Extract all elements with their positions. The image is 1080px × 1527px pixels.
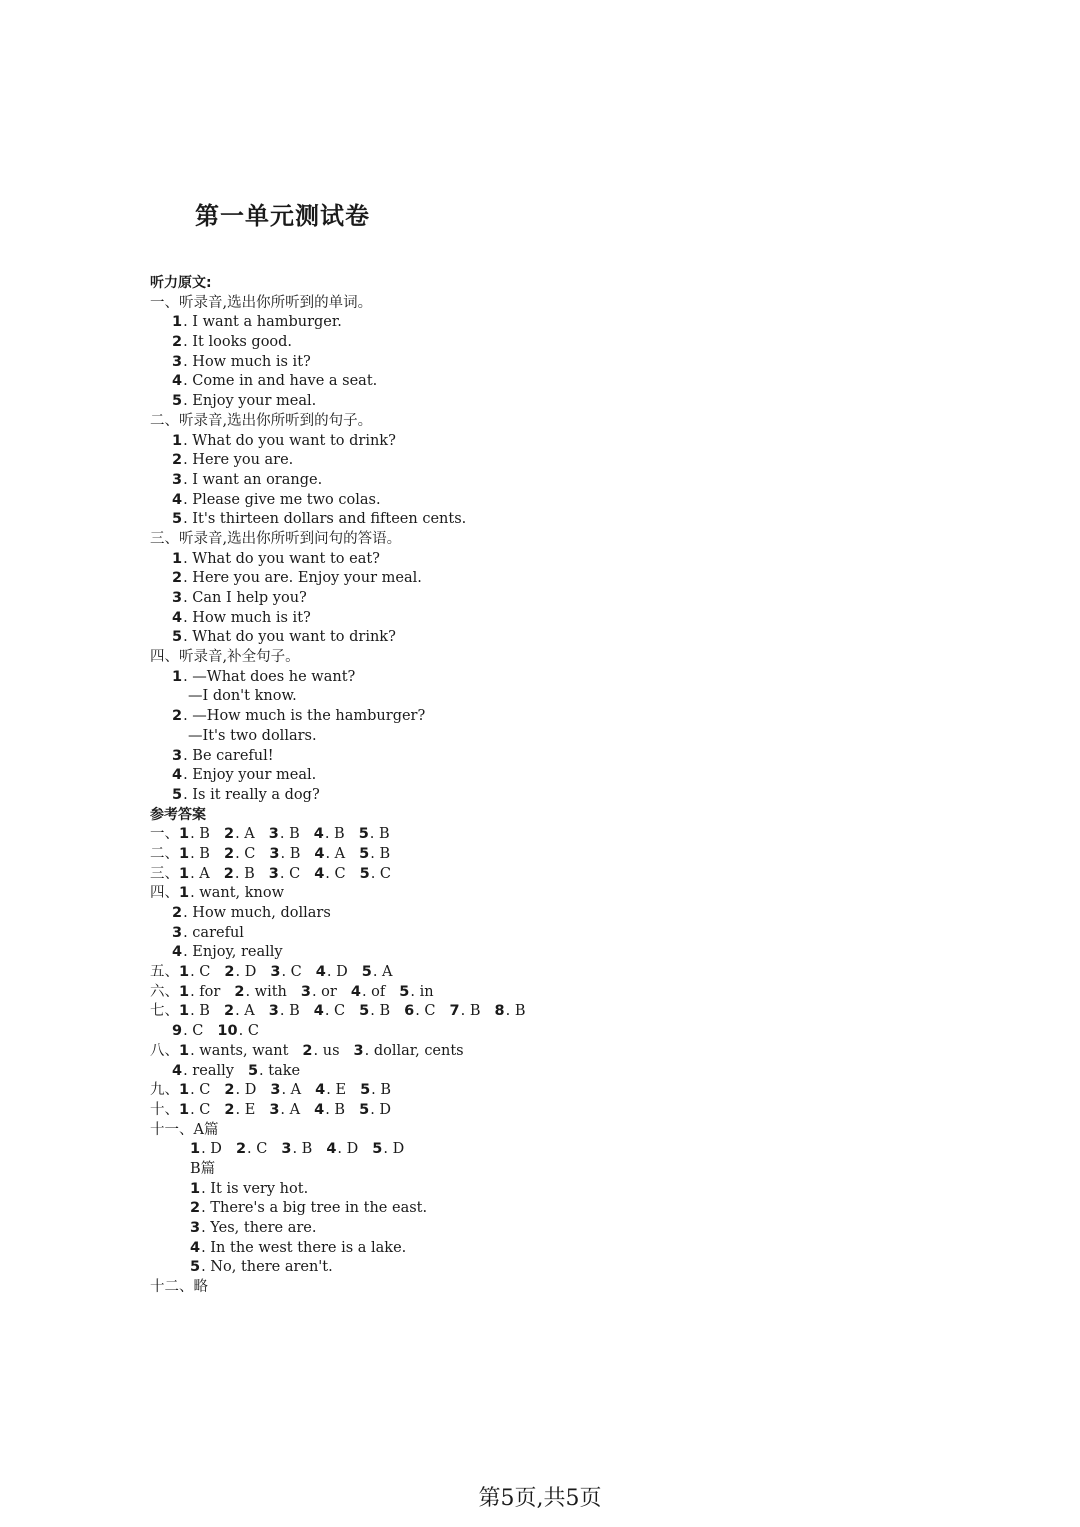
text-line [150, 1219, 870, 1239]
item-text: . A [235, 826, 255, 843]
item-text: . C [324, 1003, 346, 1020]
item-number: 1 [179, 1101, 190, 1118]
section-label: 一、 [150, 826, 179, 843]
item-number: 1 [179, 1042, 190, 1059]
item-text: . C [190, 1101, 211, 1118]
item-number: 3 [281, 1141, 292, 1158]
section-label: 十、 [150, 1101, 179, 1118]
item-number: 2 [223, 865, 234, 882]
item-number: 1 [172, 550, 183, 567]
page-footer: 第5页,共5页 [478, 1486, 602, 1511]
text-line [150, 983, 870, 1003]
item-number: 3 [269, 845, 280, 862]
line-text: . What do you want to drink? [183, 629, 396, 646]
section-heading [150, 274, 870, 294]
line-text: 听力原文: [150, 275, 212, 291]
item-number: 4 [172, 373, 183, 390]
item-number: 2 [172, 905, 183, 921]
item-number: 2 [172, 708, 183, 725]
item-text: . B [460, 1003, 481, 1020]
text-line [150, 1258, 870, 1278]
line-text: . In the west there is a lake. [201, 1239, 407, 1256]
text-line [150, 1002, 870, 1022]
item-number: 5 [399, 983, 410, 1000]
text-line [150, 550, 870, 570]
item-text: . D [383, 1141, 405, 1158]
item-text: . A [325, 845, 346, 862]
line-text: . Here you are. [183, 452, 294, 469]
item-number: 1 [190, 1141, 201, 1158]
text-line [150, 589, 870, 609]
item-text: . C [235, 845, 256, 862]
item-text: . C [190, 964, 211, 981]
item-text: . B [324, 826, 345, 843]
item-number: 2 [235, 1141, 247, 1158]
item-text: . C [325, 865, 346, 882]
item-text: . B [370, 845, 391, 862]
text-line [150, 727, 870, 747]
item-number: 3 [268, 1003, 279, 1020]
text-line [150, 1062, 870, 1082]
item-number: 5 [172, 393, 183, 410]
line-text: . No, there aren't. [201, 1259, 333, 1276]
item-number: 2 [223, 845, 235, 862]
text-line [150, 451, 870, 471]
text-line [150, 786, 870, 806]
item-number: 1 [179, 1003, 190, 1020]
text-line [150, 1042, 870, 1062]
item-text: . dollar, cents [364, 1042, 464, 1059]
item-text: . A [280, 1101, 301, 1118]
item-text: . us [313, 1042, 340, 1059]
text-line [150, 668, 870, 688]
item-text: . C [183, 1023, 204, 1040]
text-line [150, 1081, 870, 1101]
text-line [150, 294, 870, 314]
line-text: . Is it really a dog? [183, 786, 320, 803]
text-line [150, 825, 870, 845]
page-title: 第一单元测试卷 [195, 202, 370, 230]
item-number: 5 [359, 1101, 370, 1118]
section-heading [150, 806, 870, 826]
line-text: 十一、A篇 [150, 1121, 219, 1138]
line-text: . Enjoy your meal. [183, 393, 317, 410]
item-text: . B [234, 865, 255, 882]
text-line [150, 865, 870, 885]
text-line [150, 845, 870, 865]
text-line [150, 432, 870, 452]
text-line [150, 609, 870, 629]
item-number: 5 [359, 845, 370, 862]
text-line [150, 1121, 870, 1141]
section-label: 八、 [150, 1042, 179, 1059]
item-number: 4 [350, 983, 361, 1000]
item-number: 3 [172, 471, 183, 488]
text-line [150, 372, 870, 392]
item-text: . D [235, 964, 257, 981]
text-line [150, 943, 870, 963]
text-line [150, 471, 870, 491]
item-number: 5 [361, 964, 372, 981]
line-text: . What do you want to eat? [183, 550, 380, 567]
line-text: . What do you want to drink? [183, 432, 396, 449]
item-number: 4 [314, 865, 325, 882]
section-label: 九、 [150, 1082, 179, 1099]
item-text: . B [505, 1003, 526, 1020]
item-text: . or [311, 983, 337, 1000]
item-text: . How much, dollars [183, 905, 331, 921]
item-number: 1 [190, 1180, 201, 1197]
item-number: 2 [224, 1101, 235, 1118]
line-text: 参考答案 [150, 806, 206, 823]
item-number: 3 [172, 747, 183, 764]
text-line [150, 924, 870, 944]
item-number: 2 [224, 1082, 235, 1099]
item-number: 3 [269, 1101, 280, 1118]
item-number: 2 [223, 1003, 235, 1020]
item-number: 4 [172, 491, 183, 508]
line-text: —It's two dollars. [188, 727, 317, 744]
item-number: 10 [217, 1023, 238, 1040]
item-text: . B [370, 1003, 391, 1020]
item-number: 8 [494, 1003, 505, 1020]
line-text: 三、听录音,选出你所听到问句的答语。 [150, 530, 402, 547]
line-text: . Please give me two colas. [183, 491, 381, 508]
item-text: . B [369, 826, 390, 843]
line-text: —I don't know. [188, 688, 297, 705]
item-number: 5 [247, 1062, 259, 1079]
text-line [150, 884, 870, 904]
item-number: 3 [300, 983, 311, 1000]
text-line [150, 1160, 870, 1180]
text-line [150, 1278, 870, 1298]
item-text: . C [415, 1003, 436, 1020]
item-number: 4 [313, 1003, 324, 1020]
item-text: . really [183, 1062, 234, 1079]
line-text: . —What does he want? [183, 668, 356, 685]
item-text: . B [190, 845, 210, 862]
text-line [150, 628, 870, 648]
item-number: 3 [268, 826, 279, 843]
text-line [150, 963, 870, 983]
section-label: 七、 [150, 1003, 179, 1020]
line-text: . It's thirteen dollars and fifteen cents. [183, 511, 467, 528]
item-number: 3 [353, 1042, 364, 1059]
item-text: . A [372, 964, 393, 981]
item-number: 5 [372, 1141, 383, 1158]
item-text: . D [370, 1101, 392, 1118]
text-line [150, 313, 870, 333]
line-text: . It looks good. [183, 334, 293, 351]
item-number: 3 [172, 924, 183, 941]
text-line [150, 687, 870, 707]
item-number: 4 [172, 944, 183, 961]
text-line [150, 491, 870, 511]
item-number: 5 [190, 1259, 201, 1276]
item-text: . D [235, 1082, 257, 1099]
section-label: 五、 [150, 964, 179, 981]
text-line [150, 510, 870, 530]
item-number: 7 [449, 1003, 460, 1020]
item-number: 4 [326, 1141, 337, 1158]
item-number: 1 [179, 826, 190, 843]
item-text: . Enjoy, really [183, 944, 283, 961]
item-number: 4 [314, 1101, 325, 1118]
section-label: 四、 [150, 885, 179, 902]
text-line [150, 1239, 870, 1259]
item-number: 1 [172, 314, 183, 331]
item-number: 3 [190, 1220, 201, 1236]
line-text: . It is very hot. [201, 1180, 309, 1197]
item-number: 4 [172, 767, 183, 784]
item-text: . C [279, 865, 301, 882]
item-number: 1 [179, 845, 190, 862]
item-text: . C [281, 964, 302, 981]
item-number: 4 [172, 1062, 183, 1079]
text-line [150, 1022, 870, 1042]
item-text: . D [337, 1141, 359, 1158]
item-number: 3 [270, 1082, 281, 1099]
item-number: 1 [179, 885, 190, 902]
text-line [150, 392, 870, 412]
item-number: 2 [224, 964, 235, 981]
line-text: . I want a hamburger. [183, 314, 342, 331]
line-text: . Come in and have a seat. [183, 373, 378, 390]
item-number: 9 [172, 1023, 183, 1040]
item-text: . B [279, 826, 300, 843]
text-line [150, 530, 870, 550]
text-line [150, 412, 870, 432]
line-text: . Here you are. Enjoy your meal. [183, 570, 422, 587]
line-text: . I want an orange. [183, 471, 323, 488]
item-number: 3 [172, 590, 183, 606]
text-line [150, 1199, 870, 1219]
item-text: . C [190, 1082, 211, 1099]
item-number: 1 [179, 983, 190, 1000]
item-number: 1 [172, 432, 183, 449]
text-line [150, 747, 870, 767]
item-number: 2 [302, 1042, 313, 1059]
text-line [150, 648, 870, 668]
item-text: . want, know [190, 885, 285, 902]
item-number: 2 [172, 452, 183, 469]
item-text: . E [235, 1101, 256, 1118]
line-text: . Enjoy your meal. [183, 767, 317, 784]
item-number: 4 [313, 826, 324, 843]
document-body [150, 274, 870, 1298]
item-text: . B [292, 1141, 313, 1158]
line-text: 十二、略 [150, 1279, 208, 1296]
item-number: 5 [172, 786, 183, 803]
item-text: . A [281, 1082, 302, 1099]
line-text: 二、听录音,选出你所听到的句子。 [150, 412, 373, 429]
line-text: . How much is it? [183, 353, 311, 370]
line-text: . Yes, there are. [201, 1220, 317, 1236]
line-text: . There's a big tree in the east. [201, 1200, 428, 1217]
item-number: 2 [223, 826, 235, 843]
item-number: 5 [172, 629, 183, 646]
item-text: . C [247, 1141, 268, 1158]
line-text: 四、听录音,补全句子。 [150, 649, 300, 666]
item-text: . B [190, 1003, 210, 1020]
line-text: . Be careful! [183, 747, 274, 764]
item-number: 2 [172, 334, 183, 351]
text-line [150, 766, 870, 786]
item-text: . B [279, 1003, 300, 1020]
item-number: 3 [270, 964, 281, 981]
item-number: 4 [172, 609, 183, 626]
item-text: . C [370, 865, 392, 882]
text-line [150, 707, 870, 727]
line-text: . Can I help you? [183, 590, 307, 606]
item-text: . of [361, 983, 386, 1000]
text-line [150, 904, 870, 924]
item-text: . A [190, 865, 210, 882]
text-line [150, 333, 870, 353]
line-text: . How much is it? [183, 609, 311, 626]
item-number: 4 [190, 1239, 201, 1256]
item-number: 1 [172, 668, 183, 685]
line-text: 一、听录音,选出你所听到的单词。 [150, 294, 373, 311]
item-text: . careful [183, 924, 244, 941]
item-number: 2 [190, 1200, 201, 1217]
item-text: . B [280, 845, 301, 862]
item-text: . D [201, 1141, 222, 1158]
text-line [150, 1101, 870, 1121]
item-number: 5 [360, 1082, 371, 1099]
item-text: . A [235, 1003, 255, 1020]
item-number: 2 [172, 570, 183, 587]
item-text: . C [238, 1023, 259, 1040]
item-text: . with [245, 983, 287, 1000]
item-number: 1 [179, 964, 190, 981]
item-text: . for [190, 983, 221, 1000]
item-text: . in [410, 983, 434, 1000]
section-label: 六、 [150, 983, 179, 1000]
item-text: . take [259, 1062, 301, 1079]
text-line [150, 1180, 870, 1200]
text-line [150, 1140, 870, 1160]
item-number: 5 [359, 1003, 370, 1020]
item-number: 2 [234, 983, 245, 1000]
text-line [150, 569, 870, 589]
item-text: . E [326, 1082, 347, 1099]
item-number: 3 [268, 865, 279, 882]
item-number: 3 [172, 353, 183, 370]
item-number: 5 [358, 826, 369, 843]
item-number: 5 [172, 511, 183, 528]
item-number: 6 [404, 1003, 415, 1020]
item-text: . wants, want [190, 1042, 289, 1059]
text-line [150, 353, 870, 373]
item-number: 4 [314, 845, 325, 862]
line-text: . —How much is the hamburger? [183, 708, 426, 725]
item-number: 1 [179, 865, 190, 882]
item-text: . B [325, 1101, 346, 1118]
item-text: . B [371, 1082, 392, 1099]
item-number: 5 [359, 865, 370, 882]
item-number: 4 [315, 964, 326, 981]
line-text: B篇 [190, 1160, 216, 1177]
section-label: 二、 [150, 845, 179, 862]
item-number: 4 [315, 1082, 326, 1099]
section-label: 三、 [150, 865, 179, 882]
item-text: . B [190, 826, 210, 843]
item-text: . D [326, 964, 348, 981]
item-number: 1 [179, 1082, 190, 1099]
